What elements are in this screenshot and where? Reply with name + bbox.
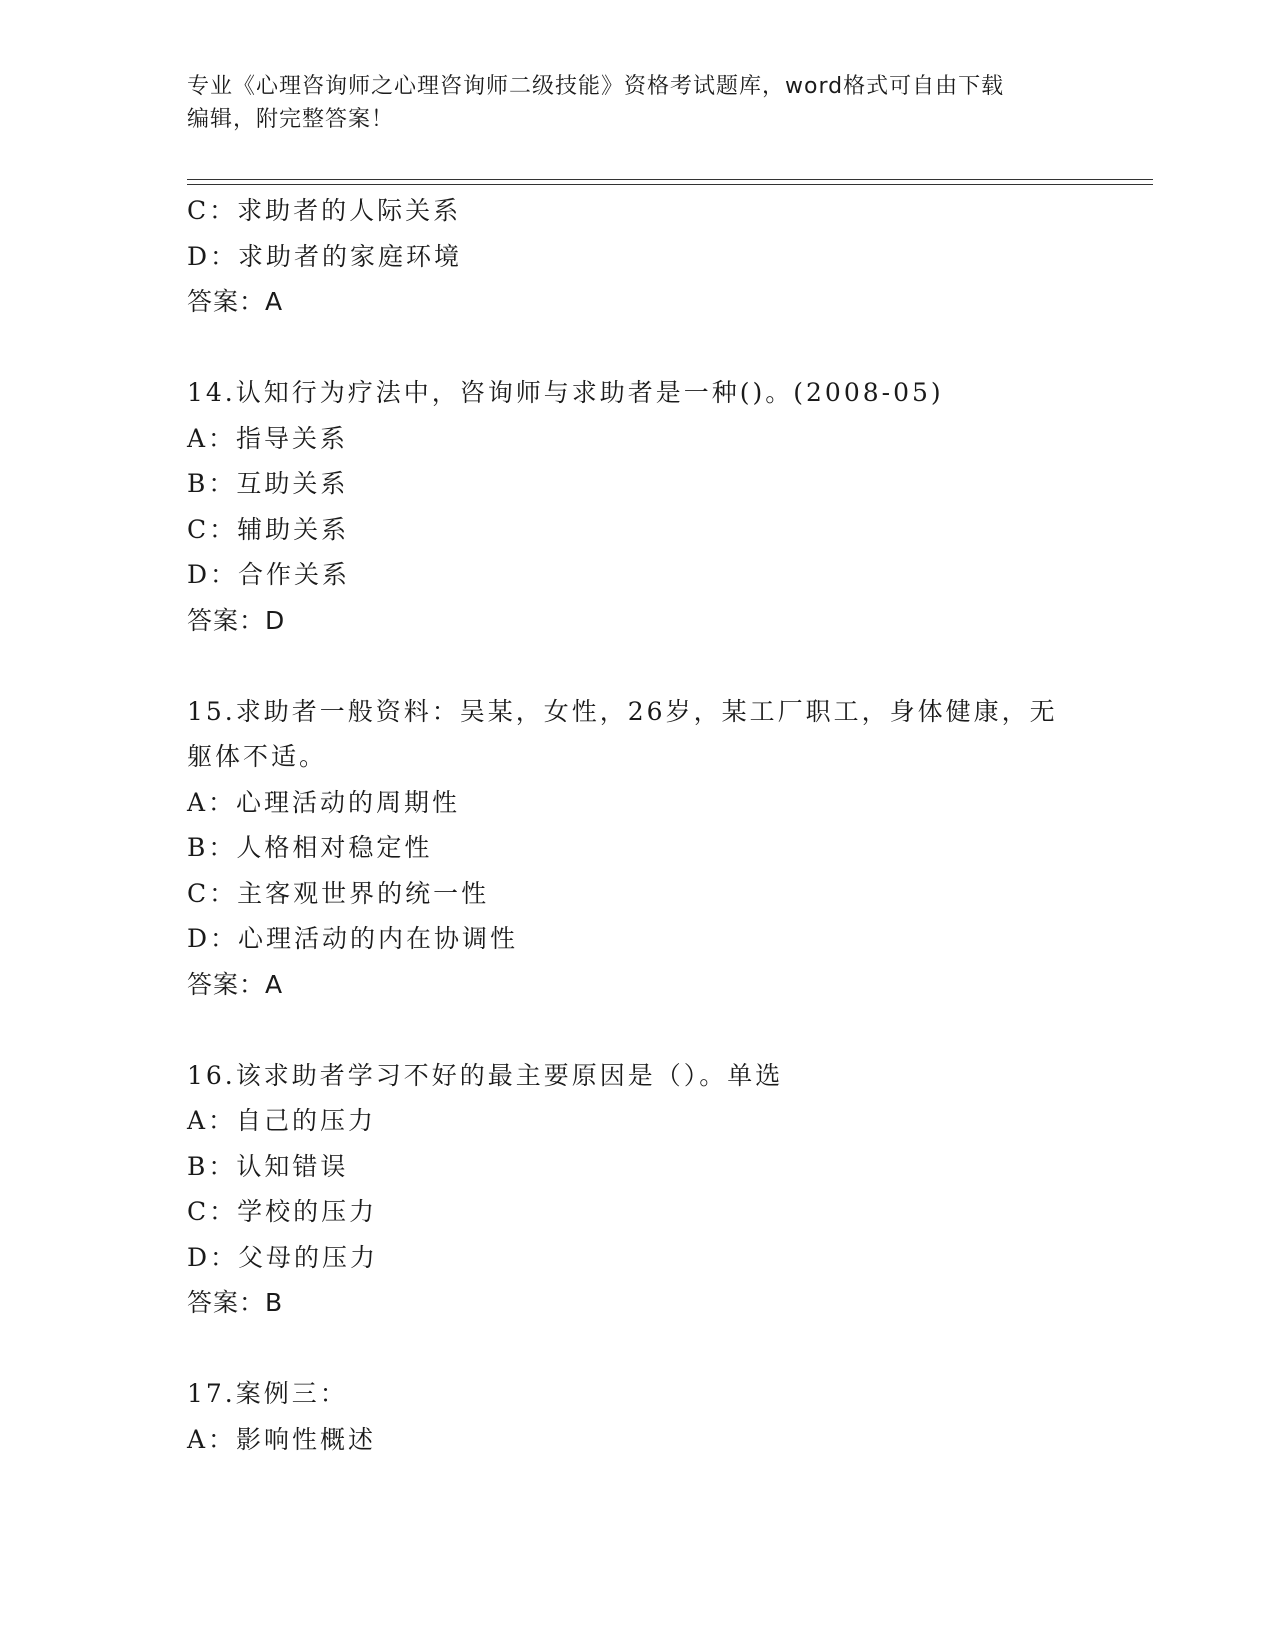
option-d: D：父母的压力: [187, 1242, 379, 1272]
question-17: [187, 1371, 1087, 1462]
option-a: A：心理活动的周期性: [187, 787, 461, 817]
question-stem: 14.认知行为疗法中，咨询师与求助者是一种()。(2008-05): [187, 378, 944, 407]
option-b: B：人格相对稳定性: [187, 833, 433, 862]
header-line-2: 编辑，附完整答案！: [187, 107, 395, 132]
option-a: A：指导关系: [187, 423, 349, 453]
question-14: [187, 370, 1087, 643]
option-b: B：互助关系: [187, 469, 349, 498]
option-a: A：影响性概述: [187, 1424, 377, 1454]
header-line-1: 专业《心理咨询师之心理咨询师二级技能》资格考试题库，word格式可自由下载: [187, 74, 1005, 99]
option-c: C：求助者的人际关系: [187, 196, 462, 225]
question-stem-continued: 躯体不适。: [187, 742, 328, 771]
question-stem: 15.求助者一般资料：吴某，女性，26岁，某工厂职工，身体健康，无: [187, 696, 1058, 726]
option-c: C：辅助关系: [187, 514, 350, 544]
option-d: D：心理活动的内在协调性: [187, 924, 519, 953]
question-15: [187, 689, 1087, 1008]
option-b: B：认知错误: [187, 1151, 349, 1181]
answer: 答案：A: [187, 287, 284, 316]
document-body: [187, 188, 1087, 1462]
question-16: [187, 1053, 1087, 1326]
question-stem: 17.案例三：: [187, 1379, 348, 1408]
option-d: D：求助者的家庭环境: [187, 241, 463, 271]
document-header: [187, 70, 1087, 136]
option-c: C：主客观世界的统一性: [187, 878, 490, 908]
answer: 答案：D: [187, 605, 286, 635]
header-rule-top: [187, 179, 1153, 180]
option-d: D：合作关系: [187, 560, 351, 589]
option-c: C：学校的压力: [187, 1197, 378, 1226]
answer: 答案：B: [187, 1288, 284, 1317]
header-rule-bottom: [187, 184, 1153, 185]
answer: 答案：A: [187, 969, 284, 999]
option-a: A：自己的压力: [187, 1106, 377, 1135]
question-stem: 16.该求助者学习不好的最主要原因是（）。单选: [187, 1060, 784, 1090]
question-13-continuation: [187, 188, 1087, 325]
